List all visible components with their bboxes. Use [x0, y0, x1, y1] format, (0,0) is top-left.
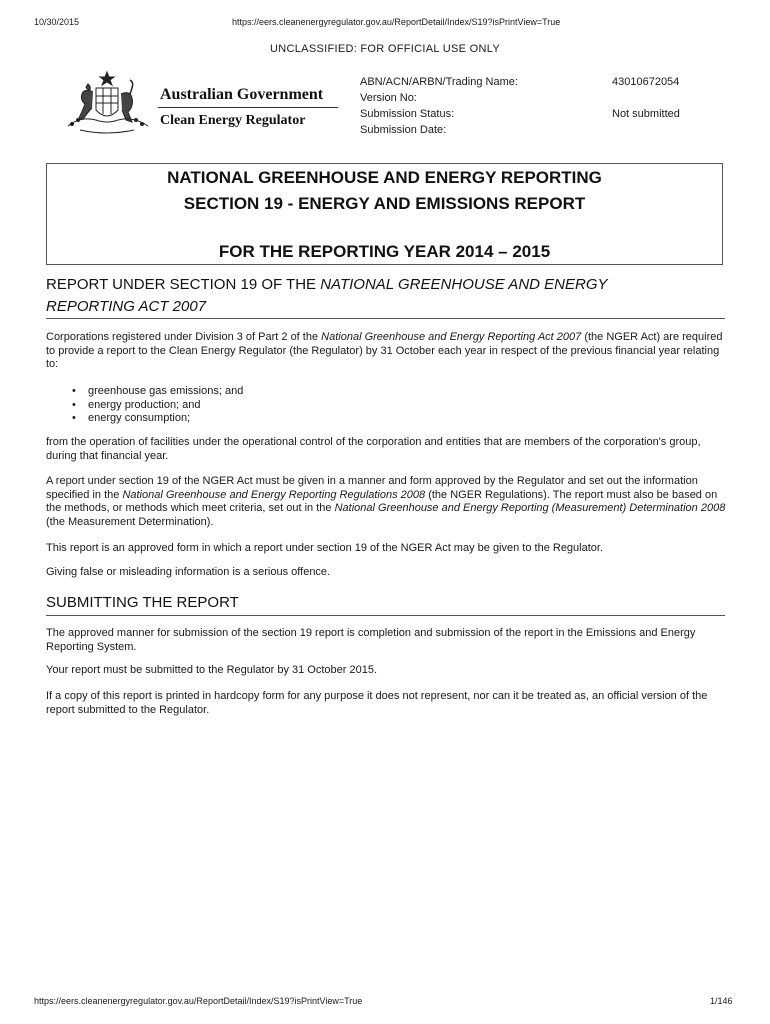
footer-url[interactable]: https://eers.cleanenergyregulator.gov.au/ReportDetail/Index/S19?isPrintView=True	[34, 996, 363, 1006]
print-date: 10/30/2015	[34, 17, 80, 27]
heading-act-name-1: NATIONAL GREENHOUSE AND ENERGY	[320, 276, 608, 293]
paragraph-deadline: Your report must be submitted to the Regulator by 31 October 2015.	[46, 664, 378, 676]
text: Corporations registered under Division 3 of Part 2 of the	[46, 331, 322, 343]
section-heading-report-under-s19	[46, 274, 608, 318]
paragraph-false-info: Giving false or misleading information is a serious offence.	[46, 566, 331, 578]
meta-label-abn: ABN/ACN/ARBN/Trading Name:	[360, 76, 518, 88]
report-title-box	[46, 163, 723, 265]
report-meta-labels	[360, 74, 518, 138]
section-heading-submitting: SUBMITTING THE REPORT	[46, 594, 239, 611]
determination-name: National Greenhouse and Energy Reporting (Measurement) Determination 2008	[334, 502, 726, 514]
meta-label-date: Submission Date:	[360, 124, 447, 136]
text: A report under section 19 of the NGER Act must be given in a manner and form approved by the Regulator and set out the information specified in the	[46, 475, 698, 501]
report-meta-values	[612, 74, 680, 138]
meta-value-abn: 43010672054	[612, 76, 680, 88]
page-number: 1/146	[710, 996, 733, 1006]
regulations-name: National Greenhouse and Energy Reporting Regulations 2008	[122, 488, 426, 501]
list-item: • greenhouse gas emissions; and	[72, 385, 243, 399]
paragraph-hardcopy: If a copy of this report is printed in hardcopy form for any purpose it does not represent, nor can it be treated as, an official version of the report submitted to the Regulator.	[46, 690, 708, 716]
meta-value-date	[612, 122, 680, 138]
bullet-list	[72, 385, 243, 426]
meta-value-version	[612, 90, 680, 106]
text: (the NGER Regulations). The report must also be based on the methods, or methods which meet criteria, set out in the	[46, 488, 718, 514]
meta-label-status: Submission Status:	[360, 108, 455, 120]
agency-subname: Clean Energy Regulator	[160, 113, 306, 128]
paragraph-approved-manner: The approved manner for submission of the section 19 report is completion and submission of the report in the Emissions and Energy Reporting System.	[46, 627, 696, 653]
classification-banner: UNCLASSIFIED: FOR OFFICIAL USE ONLY	[270, 43, 500, 55]
title-line-2: SECTION 19 - ENERGY AND EMISSIONS REPORT	[183, 194, 586, 213]
commonwealth-coat-of-arms-icon	[60, 70, 155, 138]
meta-value-status: Not submitted	[612, 108, 680, 120]
list-item: • energy consumption;	[72, 412, 243, 426]
list-item: • energy production; and	[72, 399, 243, 413]
title-line-3: FOR THE REPORTING YEAR 2014 – 2015	[218, 242, 551, 261]
agency-name: Australian Government	[160, 86, 324, 103]
paragraph-intro	[46, 331, 728, 372]
text: (the NGER Act) are required to provide a report to the Clean Energy Regulator (the Regulator) by 31 October each year in respect of the previous financial year relating to:	[46, 331, 723, 370]
paragraph-operation: from the operation of facilities under the operational control of the corporation and entities that are members of the corporation's group, during that financial year.	[46, 436, 701, 462]
paragraph-manner-form	[46, 475, 728, 529]
print-url[interactable]: https://eers.cleanenergyregulator.gov.au/ReportDetail/Index/S19?isPrintView=True	[232, 17, 561, 27]
heading-prefix: REPORT UNDER SECTION 19 OF THE	[46, 276, 321, 293]
meta-label-version: Version No:	[360, 92, 417, 104]
agency-divider	[158, 107, 338, 108]
section-divider	[46, 318, 725, 319]
text: (the Measurement Determination).	[46, 515, 214, 528]
title-line-1: NATIONAL GREENHOUSE AND ENERGY REPORTING	[167, 168, 602, 187]
heading-act-name-2: REPORTING ACT 2007	[46, 298, 207, 315]
paragraph-approved-form: This report is an approved form in which a report under section 19 of the NGER Act may be given to the Regulator.	[46, 542, 604, 554]
section-divider	[46, 615, 725, 616]
act-name: National Greenhouse and Energy Reporting Act 2007	[321, 331, 582, 343]
